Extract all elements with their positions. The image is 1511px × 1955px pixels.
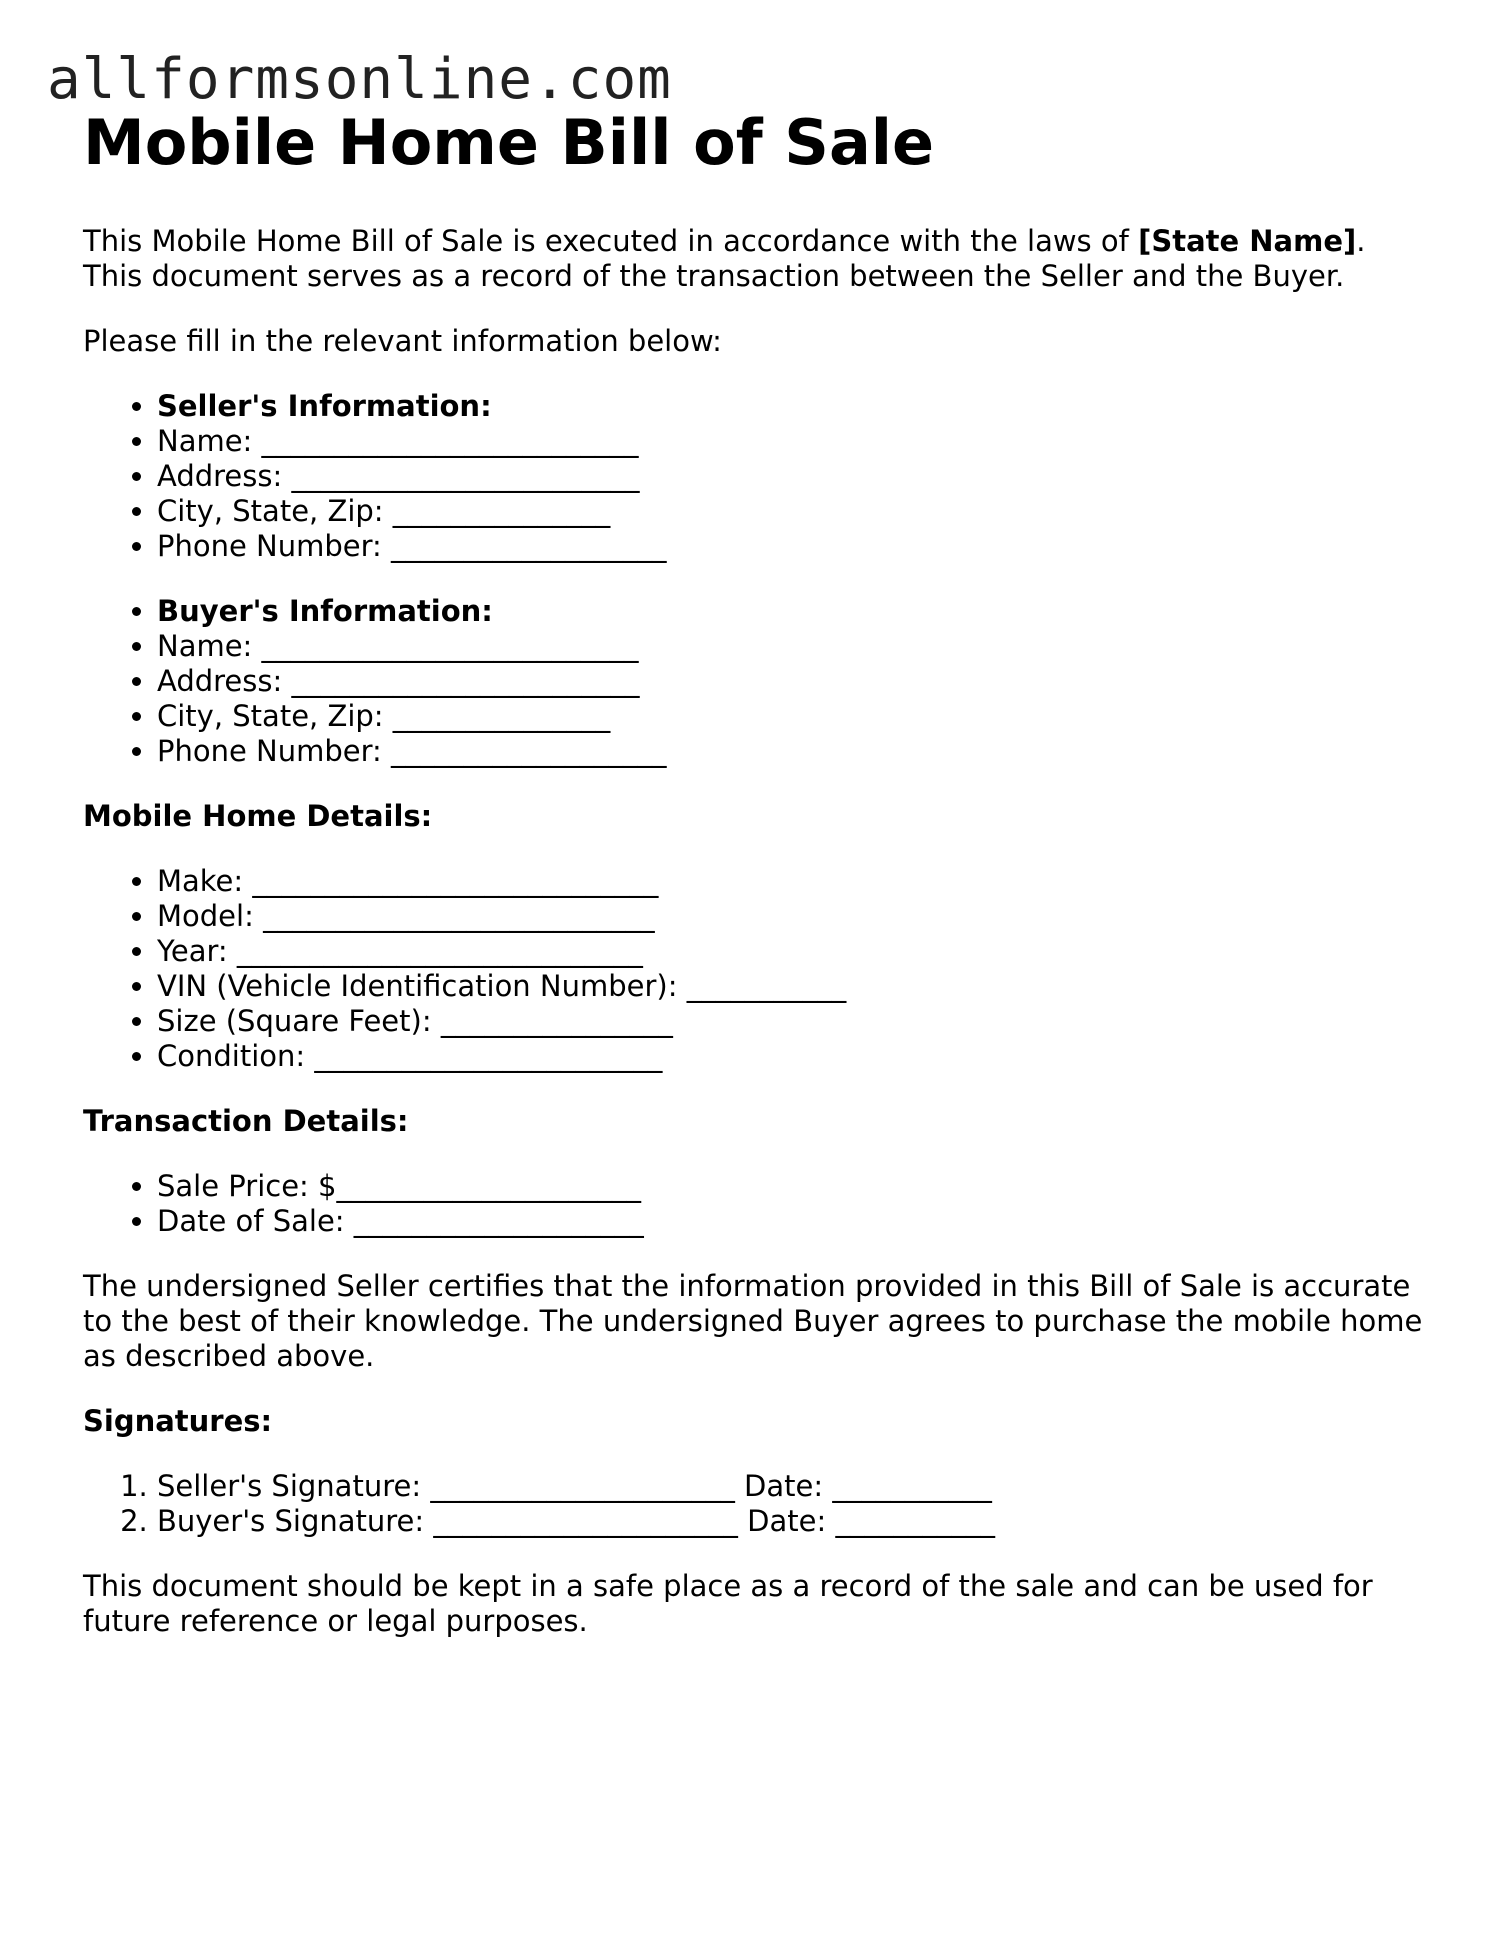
date-label: Date: <box>747 1504 827 1538</box>
seller-signature-blank[interactable]: _____________________ <box>430 1469 735 1503</box>
closing-paragraph: This document should be kept in a safe place as a record of the sale and can be used for future reference or legal purposes. <box>83 1569 1373 1638</box>
certification-paragraph: The undersigned Seller certifies that the information provided in this Bill of Sale is accurate to the best of their knowledge. The undersigned Buyer agrees to purchase the mobile home as described above. <box>83 1269 1423 1373</box>
buyer-city-field <box>157 699 1423 734</box>
seller-city-field <box>157 494 1423 529</box>
buyer-phone-blank[interactable]: ___________________ <box>391 734 667 768</box>
seller-address-blank[interactable]: ________________________ <box>291 459 640 493</box>
sale-price-blank[interactable]: _____________________ <box>336 1169 641 1203</box>
field-label: Address: <box>157 664 283 698</box>
field-label: City, State, Zip: <box>157 494 384 528</box>
intro-text-before: This Mobile Home Bill of Sale is executed in accordance with the laws of <box>83 224 1139 258</box>
seller-city-blank[interactable]: _______________ <box>392 494 611 528</box>
buyer-phone-field <box>157 734 1423 769</box>
buyer-date-blank[interactable]: ___________ <box>835 1504 995 1538</box>
model-field <box>157 899 1423 934</box>
transaction-heading: Transaction Details: <box>83 1104 409 1138</box>
seller-address-field <box>157 459 1423 494</box>
vin-blank[interactable]: ___________ <box>686 969 847 1003</box>
field-label: Condition: <box>157 1039 306 1073</box>
field-label: City, State, Zip: <box>157 699 384 733</box>
condition-field <box>157 1039 1423 1074</box>
seller-name-field <box>157 424 1423 459</box>
field-label: Size (Square Feet): <box>157 1004 432 1038</box>
buyer-signature-line <box>157 1504 1423 1539</box>
field-label: Model: <box>157 899 254 933</box>
make-field <box>157 864 1423 899</box>
intro-text-after: . This document serves as a record of the transaction between the Seller and the Buyer. <box>83 224 1366 293</box>
intro-paragraph <box>83 224 1423 294</box>
transaction-list <box>83 1169 1423 1239</box>
field-label: Address: <box>157 459 283 493</box>
make-blank[interactable]: ____________________________ <box>252 864 659 898</box>
seller-phone-field <box>157 529 1423 564</box>
seller-signature-line <box>157 1469 1423 1504</box>
field-label: Date of Sale: <box>157 1204 345 1238</box>
field-label: Name: <box>157 629 253 663</box>
field-label: VIN (Vehicle Identification Number): <box>157 969 678 1003</box>
buyer-info-list <box>83 594 1423 769</box>
buyer-name-blank[interactable]: __________________________ <box>261 629 639 663</box>
page-title: Mobile Home Bill of Sale <box>83 106 935 179</box>
field-label: Sale Price: $ <box>157 1169 337 1203</box>
buyer-heading: • Buyer's Information: <box>157 594 1423 629</box>
signatures-list <box>83 1469 1423 1539</box>
seller-date-blank[interactable]: ___________ <box>832 1469 992 1503</box>
buyer-signature-blank[interactable]: _____________________ <box>433 1504 738 1538</box>
buyer-address-blank[interactable]: ________________________ <box>291 664 640 698</box>
mobile-home-list <box>83 864 1423 1074</box>
field-label: Phone Number: <box>157 734 382 768</box>
date-label: Date: <box>744 1469 824 1503</box>
sale-price-field <box>157 1169 1423 1204</box>
field-label: Name: <box>157 424 253 458</box>
condition-blank[interactable]: ________________________ <box>314 1039 663 1073</box>
state-name-placeholder[interactable]: [State Name] <box>1138 224 1357 258</box>
seller-name-blank[interactable]: __________________________ <box>261 424 639 458</box>
seller-info-list <box>83 389 1423 564</box>
mobile-home-heading: Mobile Home Details: <box>83 799 433 833</box>
year-blank[interactable]: ____________________________ <box>236 934 643 968</box>
watermark: allformsonline.com <box>47 47 672 112</box>
size-field <box>157 1004 1423 1039</box>
model-blank[interactable]: ___________________________ <box>263 899 655 933</box>
field-label: Buyer's Signature: <box>157 1504 425 1538</box>
vin-field <box>157 969 1423 1004</box>
instruction-text: Please fill in the relevant information below: <box>83 324 722 358</box>
size-blank[interactable]: ________________ <box>440 1004 673 1038</box>
seller-phone-blank[interactable]: ___________________ <box>391 529 667 563</box>
field-label: Year: <box>157 934 228 968</box>
field-label: Seller's Signature: <box>157 1469 422 1503</box>
field-label: Make: <box>157 864 244 898</box>
buyer-name-field <box>157 629 1423 664</box>
buyer-address-field <box>157 664 1423 699</box>
seller-heading: • Seller's Information: <box>157 389 1423 424</box>
date-of-sale-field <box>157 1204 1423 1239</box>
document-body <box>83 106 1423 1669</box>
field-label: Phone Number: <box>157 529 382 563</box>
year-field <box>157 934 1423 969</box>
date-of-sale-blank[interactable]: ____________________ <box>353 1204 644 1238</box>
buyer-city-blank[interactable]: _______________ <box>392 699 611 733</box>
signatures-heading: Signatures: <box>83 1404 273 1438</box>
